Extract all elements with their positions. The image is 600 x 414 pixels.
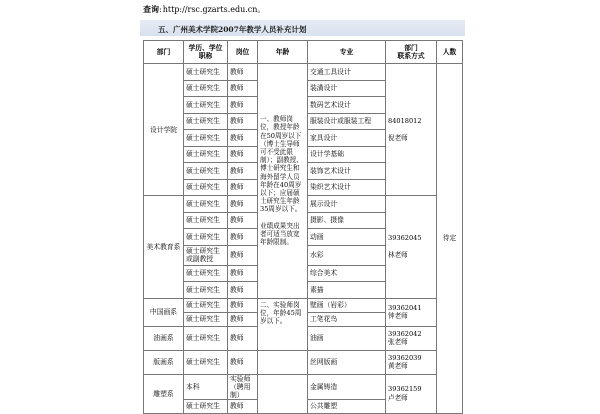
plan-title: 五、广州美术学院2007年教学人员补充计划: [158, 25, 307, 34]
query-label: 查询: [143, 4, 159, 14]
dept-cell-art-edu: 美术教育系: [144, 196, 184, 299]
edu-cell: 硕士研究生: [184, 298, 228, 312]
edu-cell: 硕士研究生: [184, 146, 228, 163]
document-page: [140, 0, 465, 410]
spec-cell: 设计学基础: [308, 146, 386, 163]
contact-cell-oil-painting: 39362042 张老师: [386, 326, 437, 350]
edu-cell: 硕士研究生: [184, 179, 228, 196]
table-row: [144, 374, 463, 399]
edu-cell: 硕士研究生: [184, 130, 228, 147]
age-blank-cell: [258, 374, 308, 413]
contact-cell-printmaking: 39362039 黄老师: [386, 350, 437, 374]
contact-cell-art-edu: 39362045 林老师: [386, 196, 437, 299]
spec-cell: 数码艺术设计: [308, 97, 386, 114]
edu-cell: 硕士研究生: [184, 212, 228, 229]
edu-cell: 本科: [184, 374, 228, 399]
recruitment-table: [143, 40, 463, 414]
post-cell: 实验师 （聘用制）: [228, 374, 258, 399]
table-row: [144, 298, 463, 312]
col-header-spec: 专业: [308, 41, 386, 64]
spec-cell: 金属铸造: [308, 374, 386, 399]
dept-cell-chinese-painting: 中国画系: [144, 298, 184, 326]
dept-cell-sculpture: 雕塑系: [144, 374, 184, 413]
post-cell: 教师: [228, 212, 258, 229]
post-cell: 教师: [228, 298, 258, 312]
contact-cell-design: 84018012 倪老师: [386, 64, 437, 196]
post-cell: 教师: [228, 312, 258, 326]
col-header-age: 年龄: [258, 41, 308, 64]
table-row: [144, 350, 463, 374]
contact-cell-sculpture: 39362159 卢老师: [386, 374, 437, 413]
spec-cell: 装潢设计: [308, 80, 386, 97]
edu-cell: 硕士研究生: [184, 282, 228, 299]
edu-cell: 硕士研究生: [184, 399, 228, 413]
post-cell: 教师: [228, 80, 258, 97]
edu-cell: 硕士研究生: [184, 326, 228, 350]
post-cell: 教师: [228, 196, 258, 213]
spec-cell: 装饰艺术设计: [308, 163, 386, 180]
col-header-contact: 部门 联系方式: [386, 41, 437, 64]
post-cell: 教师: [228, 229, 258, 246]
col-header-dept: 部门: [144, 41, 184, 64]
spec-cell: 家具设计: [308, 130, 386, 147]
spec-cell: 展示设计: [308, 196, 386, 213]
spec-cell: 素描: [308, 282, 386, 299]
post-cell: 教师: [228, 97, 258, 114]
post-cell: 教师: [228, 399, 258, 413]
spec-cell: 染织艺术设计: [308, 179, 386, 196]
spec-cell: 交通工具设计: [308, 64, 386, 81]
edu-cell: 硕士研究生: [184, 163, 228, 180]
col-header-post: 岗位: [228, 41, 258, 64]
col-header-count: 人数: [437, 41, 463, 64]
edu-cell: 硕士研究生: [184, 265, 228, 282]
post-cell: 教师: [228, 265, 258, 282]
spec-cell: 摄影、摄像: [308, 212, 386, 229]
edu-cell: 硕士研究生: [184, 97, 228, 114]
contact-cell-chinese-painting: 39362041 钟老师: [386, 298, 437, 326]
edu-cell: 硕士研究生: [184, 196, 228, 213]
query-line: 查询:http://rsc.gzarts.edu.cn。: [143, 4, 266, 14]
edu-cell: 硕士研究生: [184, 229, 228, 246]
edu-cell: 硕士研究生: [184, 80, 228, 97]
spec-cell: 丝网版画: [308, 350, 386, 374]
table-row: [144, 64, 463, 81]
edu-cell: 硕士研究生: [184, 350, 228, 374]
table-header-row: [144, 41, 463, 64]
spec-cell: 公共雕塑: [308, 399, 386, 413]
post-cell: 教师: [228, 64, 258, 81]
post-cell: 教师: [228, 113, 258, 130]
spec-cell: 壁画（岩彩）: [308, 298, 386, 312]
headcount-cell: 待定: [437, 64, 463, 414]
post-cell: 教师: [228, 179, 258, 196]
spec-cell: 综合美术: [308, 265, 386, 282]
dept-cell-printmaking: 版画系: [144, 350, 184, 374]
query-url[interactable]: http://rsc.gzarts.edu.cn。: [162, 5, 266, 14]
post-cell: 教师: [228, 163, 258, 180]
spec-cell: 水彩: [308, 245, 386, 265]
post-cell: 教师: [228, 282, 258, 299]
col-header-edu: 学历、学位 职称: [184, 41, 228, 64]
edu-cell: 硕士研究生: [184, 113, 228, 130]
age-blank-cell: [258, 350, 308, 374]
post-cell: 教师: [228, 350, 258, 374]
spec-cell: 工笔花鸟: [308, 312, 386, 326]
spec-cell: 动画: [308, 229, 386, 246]
edu-cell: 硕士研究生 或副教授: [184, 245, 228, 265]
dept-cell-oil-painting: 油画系: [144, 326, 184, 350]
edu-cell: 硕士研究生: [184, 64, 228, 81]
edu-cell: 硕士研究生: [184, 312, 228, 326]
post-cell: 教师: [228, 245, 258, 265]
post-cell: 教师: [228, 130, 258, 147]
dept-cell-design: 设计学院: [144, 64, 184, 196]
age-requirement-cell-2: 二、实验师岗位，年龄45周岁以下。: [258, 298, 308, 350]
age-requirement-cell-1: 一、教师岗位，教授年龄在50周岁以下（博士生导师可不受此限制）；副教授、博士研究生和海外留学人员年龄在40周岁以下；应届硕士研究生年龄35周岁以下。 业绩成果突出者可适当放宽年龄限制。: [258, 64, 308, 299]
spec-cell: 油画: [308, 326, 386, 350]
post-cell: 教师: [228, 146, 258, 163]
post-cell: 教师: [228, 326, 258, 350]
spec-cell: 服装设计或服装工程: [308, 113, 386, 130]
